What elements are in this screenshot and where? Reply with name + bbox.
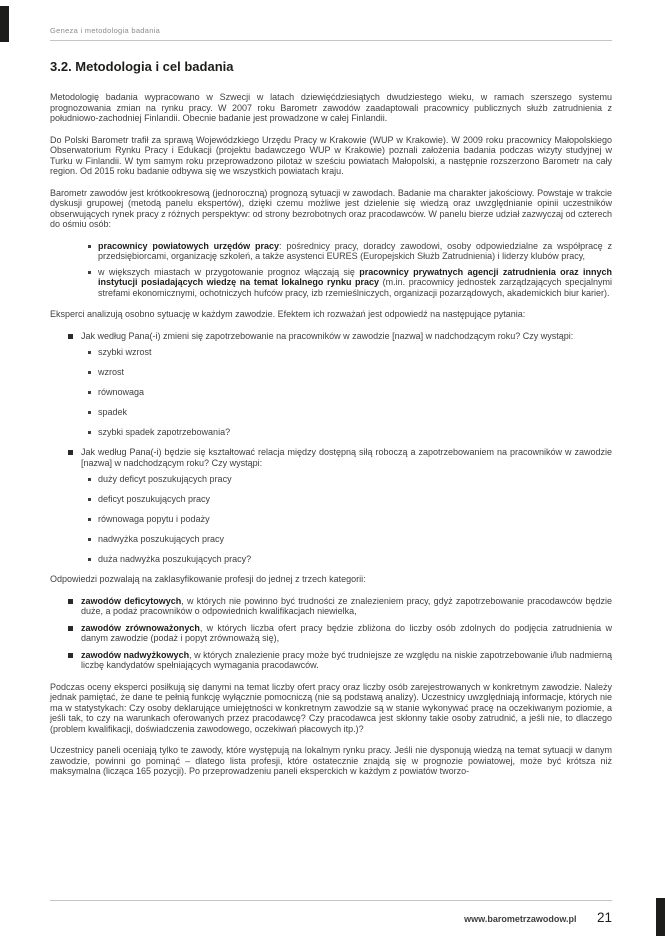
option-item: duży deficyt poszukujących pracy <box>50 474 612 485</box>
section-title: 3.2. Metodologia i cel badania <box>50 59 234 74</box>
bullet-square-icon <box>68 450 73 455</box>
paragraph-local-occupations: Uczestnicy paneli oceniają tylko te zawody, które występują na lokalnym rynku pracy. Jeśli nie dysponują wiedzą na temat sytuacji w danym zawodzie, powinni go pominąć – dlatego lista profesji, które ostatecznie znajdą się w prognozie powiatowej, może być krótsza niż maksymalna (licząca 165 pozycji). Po przeprowadzeniu paneli eksperckich w każdym z powiatów tworzo- <box>50 745 612 776</box>
bullet-square-icon <box>88 478 91 481</box>
chapter-breadcrumb: Geneza i metodologia badania <box>50 26 161 35</box>
option-item: równowaga <box>50 387 612 398</box>
page-content <box>50 26 612 788</box>
paragraph-study-character: Barometr zawodów jest krótkookresową (jednoroczną) prognozą sytuacji w zawodach. Badanie ma charakter jakościowy. Powstaje w trakcie dyskusji grupowej (metodą panelu ekspertów), dzięki czemu możliwe jest dzielenie się wiedzą oraz uwzględnianie opinii uczestników obserwujących rynek pracy z różnych perspektyw: od strony bezrobotnych oraz pracodawców. W panelu bierze udział zazwyczaj od czterech do ośmiu osób: <box>50 187 612 229</box>
bullet-square-icon <box>88 431 91 434</box>
bullet-square-icon <box>68 334 73 339</box>
category-item <box>50 650 612 671</box>
option-item: wzrost <box>50 367 612 378</box>
category-text: zawodów zrównoważonych, w których liczba ofert pracy będzie zbliżona do liczby osób zdolnych do podjęcia zatrudnienia w danym zawodzie (podaż i popyt zrównoważą się), <box>81 622 612 643</box>
list-item <box>50 267 612 299</box>
list-item-text: pracownicy powiatowych urzędów pracy: pośrednicy pracy, doradcy zawodowi, osoby odpowiedzialne za współpracę z przedsiębiorcami, organizację szkoleń, a także asystenci EURES (Europejskich Służb Zatrudnienia) i liderzy klubów pracy, <box>98 240 612 261</box>
category-text: zawodów nadwyżkowych, w których znalezienie pracy może być trudniejsze ze względu na niskie zapotrzebowanie i/lub nadmierną liczbę kandydatów spełniających wymagania pracodawców. <box>81 649 612 670</box>
list-item-text: w większych miastach w przygotowanie prognoz włączają się pracownicy prywatnych agencji zatrudnienia oraz innych instytucji posiadających wiedzę na temat lokalnego rynku pracy (m.in. pracownicy jednostek zarządzających specjalnymi strefami ekonomicznymi, ochotniczych hufców pracy, izb rzemieślniczych, organizacji pozarządowych, akademickich biur karier). <box>98 266 613 298</box>
bullet-square-icon <box>88 518 91 521</box>
bullet-square-icon <box>88 391 91 394</box>
bullet-square-icon <box>88 371 91 374</box>
page-footer <box>50 900 612 927</box>
bullet-square-icon <box>88 411 91 414</box>
bullet-square-icon <box>68 599 73 604</box>
option-item: szybki spadek zapotrzebowania? <box>50 427 612 438</box>
option-item: równowaga popytu i podaży <box>50 514 612 525</box>
bullet-square-icon <box>88 498 91 501</box>
categories-list <box>50 596 612 671</box>
paragraph-experts-analyze: Eksperci analizują osobno sytuację w każdym zawodzie. Efektem ich rozważań jest odpowiedź na następujące pytania: <box>50 309 526 319</box>
option-item: deficyt poszukujących pracy <box>50 494 612 505</box>
header-divider <box>50 40 612 41</box>
page-corner-tab-bottom <box>656 898 665 936</box>
page-corner-tab-top <box>0 6 9 42</box>
bullet-square-icon <box>88 271 91 274</box>
paragraph-data-support: Podczas oceny eksperci posiłkują się danymi na temat liczby ofert pracy oraz liczby osób zarejestrowanych w konkretnym zawodzie. Należy jednak pamiętać, że dane te pełnią funkcję wyłącznie pomocniczą (nie są podstawą analizy). Uczestnicy uwzględniają informacje, których nie ma w statystykach: Czy osoby deklarujące umiejętności w konkretnym zawodzie są w stanie wykonywać pracę na oczekiwanym poziomie, a jeśli tak, to czy na warunkach oferowanych przez pracodawcę? Czy pracodawca jest skłonny takie osoby zatrudnić, a jeśli nie, to dlaczego (problem kwalifikacji, doświadczenia zawodowego, oczekiwań płacowych itp.)? <box>50 681 612 734</box>
panel-participants-list <box>50 241 612 299</box>
bullet-square-icon <box>88 558 91 561</box>
question-options <box>50 347 612 438</box>
category-item <box>50 623 612 644</box>
category-item <box>50 596 612 617</box>
option-item: szybki wzrost <box>50 347 612 358</box>
paragraph-methodology-origin: Metodologię badania wypracowano w Szwecji w latach dziewięćdziesiątych dwudziestego wieku, w ramach szerszego systemu prognozowania zmian na rynku pracy. W 2007 roku Barometr zawodów zaadaptowali pracownicy publicznych służb zatrudnienia z południowo-zachodniej Finlandii. Obecnie badanie jest prowadzone w całej Finlandii. <box>50 92 612 123</box>
bullet-square-icon <box>68 653 73 658</box>
question-item <box>50 447 612 468</box>
list-item <box>50 241 612 262</box>
bullet-square-icon <box>68 626 73 631</box>
footer-website-url: www.barometrzawodow.pl <box>464 914 577 924</box>
bullet-square-icon <box>88 538 91 541</box>
question-text: Jak według Pana(-i) będzie się kształtować relacja między dostępną siłą roboczą a zapotrzebowaniem na pracowników w zawodzie [nazwa] w nadchodzącym roku? Czy wystąpi: <box>81 447 612 468</box>
bullet-square-icon <box>88 351 91 354</box>
question-item <box>50 331 612 342</box>
category-text: zawodów deficytowych, w których nie powinno być trudności ze znalezieniem pracy, gdyż zapotrzebowanie pracodawców będzie duże, a podaż pracowników o odpowiednich kwalifikacjach niewielka, <box>81 595 612 616</box>
paragraph-poland-adoption: Do Polski Barometr trafił za sprawą Wojewódzkiego Urzędu Pracy w Krakowie (WUP w Krakowie). W 2009 roku pracownicy Małopolskiego Obserwatorium Rynku Pracy i Edukacji (projektu badawczego WUP w Krakowie) poznali założenia badania podczas wizyty studyjnej w Turku w Finlandii. W tym samym roku przeprowadzono pilotaż w sześciu powiatach Małopolski, a następnie rozszerzono Barometr na cały region. Od 2015 roku badanie odbywa się we wszystkich powiatach kraju. <box>50 134 612 176</box>
bullet-square-icon <box>88 245 91 248</box>
page-number: 21 <box>596 910 612 925</box>
option-item: duża nadwyżka poszukujących pracy? <box>50 554 612 565</box>
questions-list <box>50 331 612 565</box>
question-text: Jak według Pana(-i) zmieni się zapotrzebowanie na pracowników w zawodzie [nazwa] w nadchodzącym roku? Czy wystąpi: <box>81 330 574 341</box>
option-item: nadwyżka poszukujących pracy <box>50 534 612 545</box>
paragraph-classification-intro: Odpowiedzi pozwalają na zaklasyfikowanie profesji do jednej z trzech kategorii: <box>50 574 366 584</box>
option-item: spadek <box>50 407 612 418</box>
question-options <box>50 474 612 565</box>
